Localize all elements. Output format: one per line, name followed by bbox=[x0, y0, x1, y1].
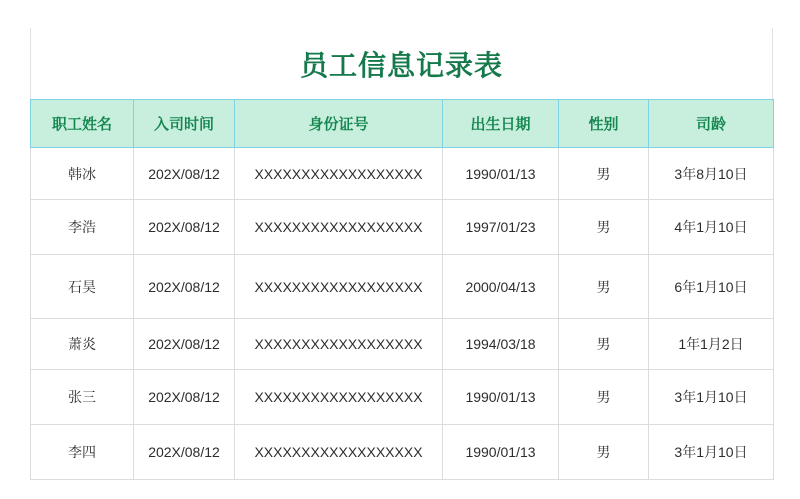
page-title: 员工信息记录表 bbox=[299, 49, 503, 81]
cell-join-date: 202X/08/12 bbox=[134, 255, 235, 319]
column-header-employee-name: 职工姓名 bbox=[31, 100, 134, 148]
cell-gender: 男 bbox=[559, 319, 649, 370]
cell-birth-date: 1997/01/23 bbox=[443, 200, 559, 255]
cell-gender: 男 bbox=[559, 148, 649, 200]
table-row bbox=[31, 370, 774, 425]
cell-birth-date: 1990/01/13 bbox=[443, 370, 559, 425]
cell-employee-name: 李四 bbox=[31, 425, 134, 480]
cell-gender: 男 bbox=[559, 425, 649, 480]
cell-gender: 男 bbox=[559, 200, 649, 255]
cell-join-date: 202X/08/12 bbox=[134, 425, 235, 480]
cell-join-date: 202X/08/12 bbox=[134, 200, 235, 255]
cell-service-years: 3年1月10日 bbox=[649, 425, 774, 480]
employee-record-sheet bbox=[30, 28, 773, 480]
employee-table bbox=[30, 99, 774, 480]
cell-birth-date: 1990/01/13 bbox=[443, 425, 559, 480]
column-header-gender: 性别 bbox=[559, 100, 649, 148]
cell-id-number: XXXXXXXXXXXXXXXXXX bbox=[235, 255, 443, 319]
cell-id-number: XXXXXXXXXXXXXXXXXX bbox=[235, 200, 443, 255]
table-header-row bbox=[31, 100, 774, 148]
cell-service-years: 1年1月2日 bbox=[649, 319, 774, 370]
cell-join-date: 202X/08/12 bbox=[134, 319, 235, 370]
table-row bbox=[31, 255, 774, 319]
cell-employee-name: 李浩 bbox=[31, 200, 134, 255]
cell-employee-name: 石昊 bbox=[31, 255, 134, 319]
cell-join-date: 202X/08/12 bbox=[134, 370, 235, 425]
cell-gender: 男 bbox=[559, 370, 649, 425]
title-block bbox=[30, 28, 773, 99]
cell-id-number: XXXXXXXXXXXXXXXXXX bbox=[235, 425, 443, 480]
table-row bbox=[31, 148, 774, 200]
cell-gender: 男 bbox=[559, 255, 649, 319]
column-header-join-date: 入司时间 bbox=[134, 100, 235, 148]
cell-birth-date: 1994/03/18 bbox=[443, 319, 559, 370]
cell-id-number: XXXXXXXXXXXXXXXXXX bbox=[235, 148, 443, 200]
cell-id-number: XXXXXXXXXXXXXXXXXX bbox=[235, 319, 443, 370]
table-row bbox=[31, 319, 774, 370]
column-header-id-number: 身份证号 bbox=[235, 100, 443, 148]
cell-employee-name: 萧炎 bbox=[31, 319, 134, 370]
cell-birth-date: 2000/04/13 bbox=[443, 255, 559, 319]
cell-employee-name: 韩冰 bbox=[31, 148, 134, 200]
table-row bbox=[31, 425, 774, 480]
column-header-service-years: 司龄 bbox=[649, 100, 774, 148]
cell-service-years: 6年1月10日 bbox=[649, 255, 774, 319]
table-row bbox=[31, 200, 774, 255]
cell-service-years: 3年8月10日 bbox=[649, 148, 774, 200]
cell-employee-name: 张三 bbox=[31, 370, 134, 425]
cell-service-years: 4年1月10日 bbox=[649, 200, 774, 255]
cell-join-date: 202X/08/12 bbox=[134, 148, 235, 200]
column-header-birth-date: 出生日期 bbox=[443, 100, 559, 148]
cell-birth-date: 1990/01/13 bbox=[443, 148, 559, 200]
cell-service-years: 3年1月10日 bbox=[649, 370, 774, 425]
cell-id-number: XXXXXXXXXXXXXXXXXX bbox=[235, 370, 443, 425]
